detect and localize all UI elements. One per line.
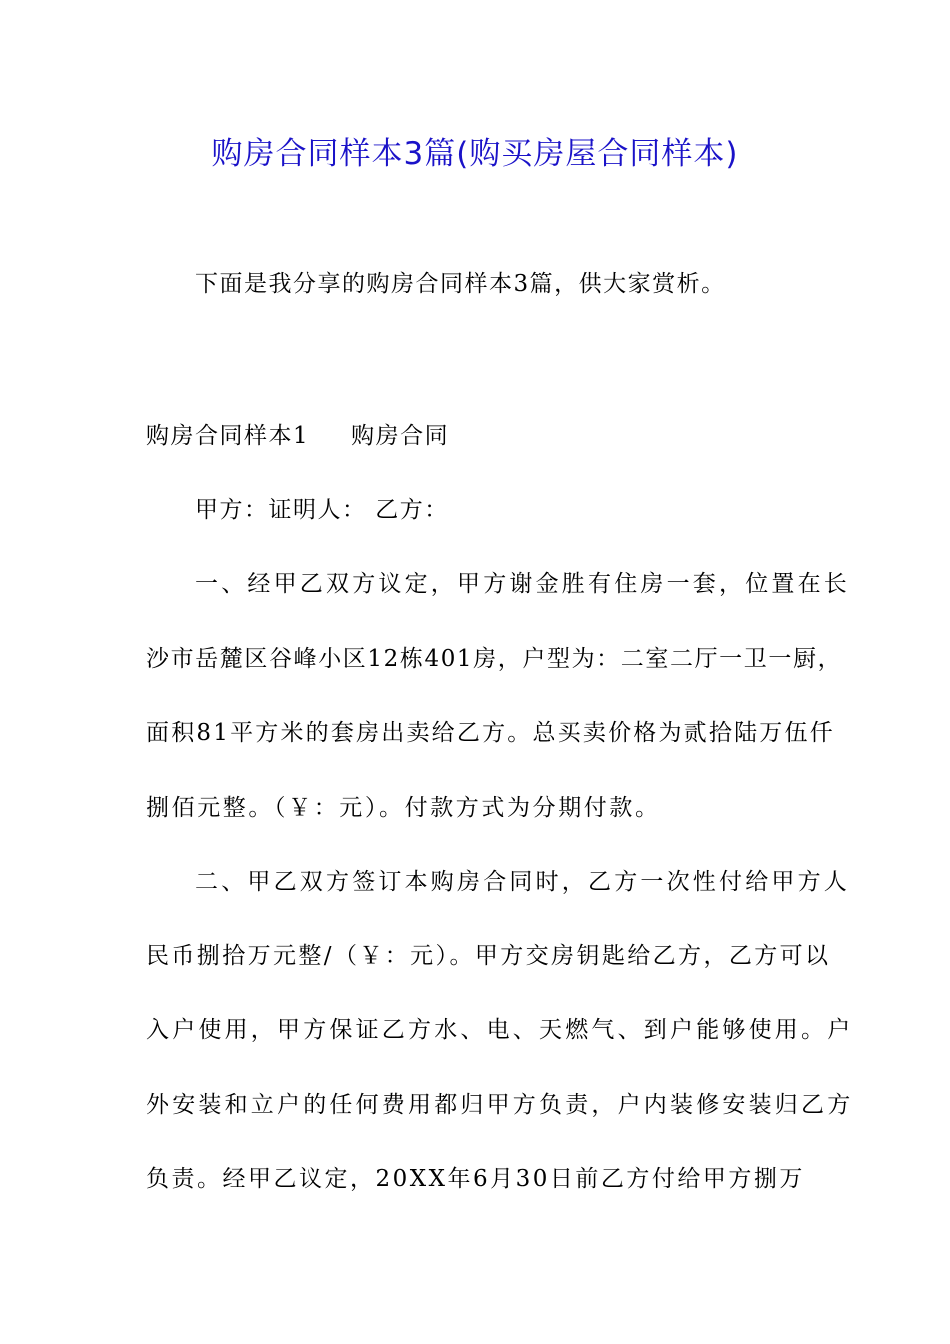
parties-line: 甲方：证明人： 乙方： [195,497,449,523]
clause-1-line-1: 一、经甲乙双方议定，甲方谢金胜有住房一套，位置在长 [195,571,850,597]
sample-subheading: 购房合同 [351,423,450,449]
clause-1-line-4: 捌佰元整。（￥：元）。付款方式为分期付款。 [146,795,661,821]
clause-2-line-1: 二、甲乙双方签订本购房合同时，乙方一次性付给甲方人 [195,869,850,895]
clause-2-line-5: 负责。经甲乙议定，20XX年6月30日前乙方付给甲方捌万 [146,1166,805,1192]
sample-heading: 购房合同样本1 [146,423,310,449]
clause-2-line-3: 入户使用，甲方保证乙方水、电、天燃气、到户能够使用。户 [146,1017,854,1043]
clause-1-line-2: 沙市岳麓区谷峰小区12栋401房，户型为：二室二厅一卫一厨， [146,646,843,672]
clause-2-line-2: 民币捌拾万元整/（￥：元）。甲方交房钥匙给乙方，乙方可以 [146,943,831,969]
sample-heading-line [146,420,449,452]
clause-1-line-3: 面积81平方米的套房出卖给乙方。总买卖价格为贰拾陆万伍仟 [146,720,835,746]
intro-paragraph: 下面是我分享的购房合同样本3篇，供大家赏析。 [195,271,726,297]
clause-2-line-4: 外安装和立户的任何费用都归甲方负责，户内装修安装归乙方 [146,1092,854,1118]
document-title: 购房合同样本3篇(购买房屋合同样本) [211,136,739,172]
